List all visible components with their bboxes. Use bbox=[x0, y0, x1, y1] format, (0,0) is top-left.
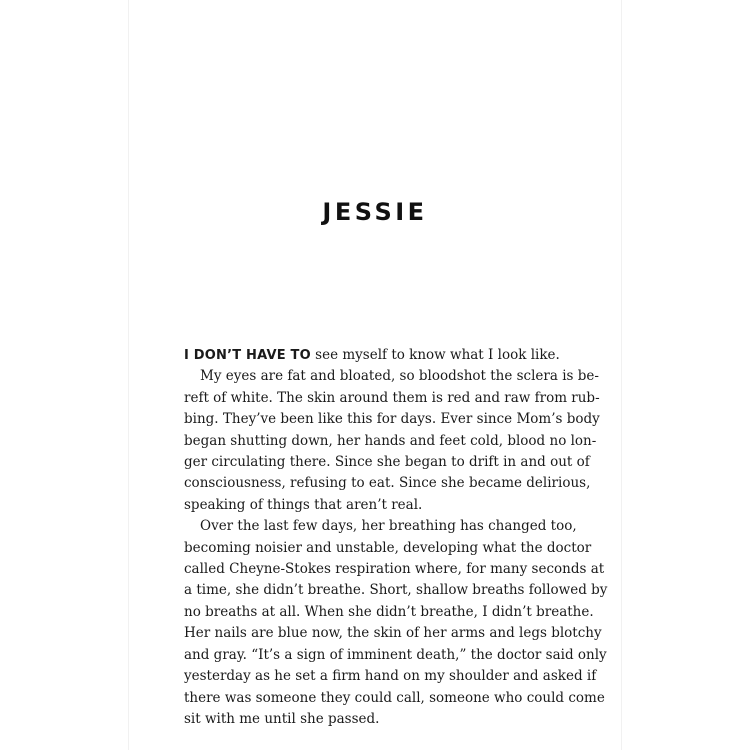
paragraph-1-line-1 bbox=[184, 345, 572, 366]
paragraph-3-line-4: a time, she didn’t breathe. Short, shallow breaths followed by bbox=[184, 582, 608, 599]
paragraph-2-line-5: ger circulating there. Since she began to drift in and out of bbox=[184, 454, 590, 471]
paragraph-3-line-2: becoming noisier and unstable, developing what the doctor bbox=[184, 539, 592, 556]
paragraph-2-line-1: My eyes are fat and bloated, so bloodshot the sclera is be- bbox=[200, 368, 599, 385]
chapter-title: JESSIE bbox=[322, 198, 428, 226]
paragraph-3-line-10: sit with me until she passed. bbox=[184, 710, 380, 727]
paragraph-3-line-9: there was someone they could call, someone who could come bbox=[184, 689, 605, 706]
paragraph-3-line-8: yesterday as he set a firm hand on my shoulder and asked if bbox=[184, 668, 597, 685]
paragraph-2-line-7: speaking of things that aren’t real. bbox=[184, 496, 423, 513]
paragraph-3-line-5: no breaths at all. When she didn’t breathe, I didn’t breathe. bbox=[184, 603, 594, 620]
paragraph-2-line-4: began shutting down, her hands and feet cold, blood no lon- bbox=[184, 432, 597, 449]
paragraph-2-line-6: consciousness, refusing to eat. Since she became delirious, bbox=[184, 475, 591, 492]
paragraph-2-line-2: reft of white. The skin around them is red and raw from rub- bbox=[184, 389, 600, 406]
paragraph-3-line-3: called Cheyne-Stokes respiration where, for many seconds at bbox=[184, 561, 605, 578]
paragraph-3-line-1: Over the last few days, her breathing has changed too, bbox=[200, 518, 577, 535]
chapter-lead-in: I DON’T HAVE TO bbox=[184, 348, 311, 363]
paragraph-3-line-6: Her nails are blue now, the skin of her arms and legs blotchy bbox=[184, 625, 602, 642]
paragraph-1-text: see myself to know what I look like. bbox=[310, 347, 560, 363]
book-page bbox=[129, 0, 621, 750]
paragraph-2-line-3: bing. They’ve been like this for days. Ever since Mom’s body bbox=[184, 411, 600, 428]
chapter-body bbox=[184, 345, 608, 730]
paragraph-3-line-7: and gray. “It’s a sign of imminent death,” the doctor said only bbox=[184, 646, 607, 663]
